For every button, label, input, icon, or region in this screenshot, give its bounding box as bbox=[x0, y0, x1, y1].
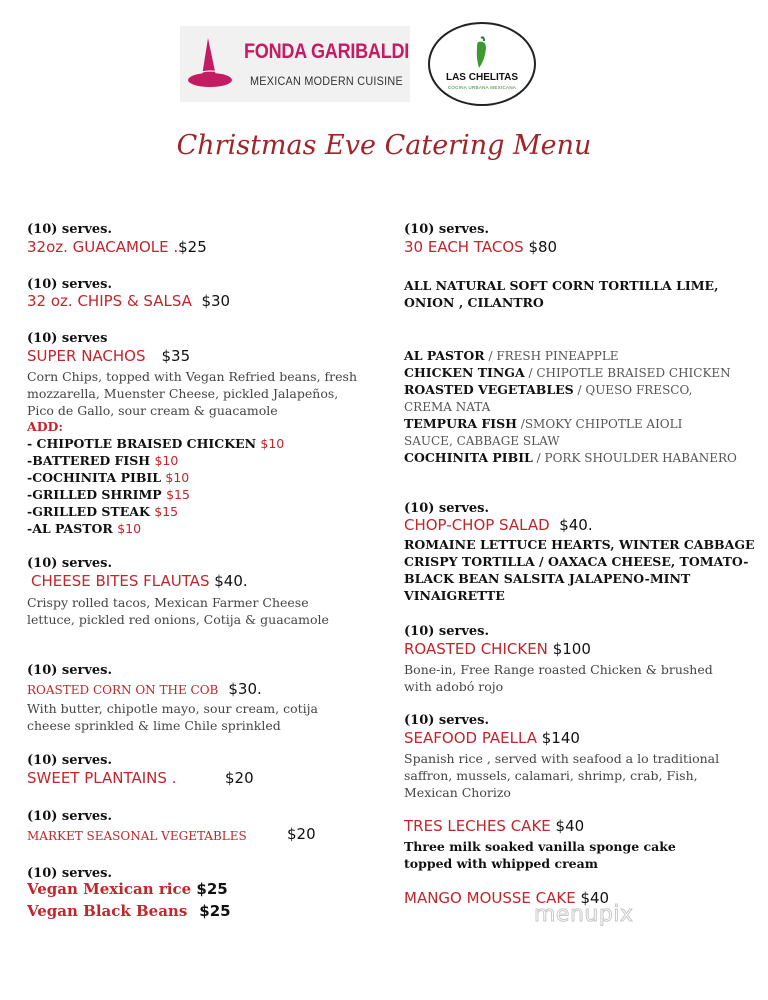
mango-name: MANGO MOUSSE CAKE bbox=[404, 889, 576, 907]
tacos-item bbox=[404, 239, 557, 256]
guac-item bbox=[27, 239, 207, 256]
salad-item bbox=[404, 517, 593, 534]
corn-serves: (10) serves. bbox=[27, 663, 113, 678]
salad-desc-1: ROMAINE LETTUCE HEARTS, WINTER CABBAGE bbox=[404, 537, 755, 552]
corn-desc-2: cheese sprinkled & lime Chile sprinkled bbox=[27, 718, 281, 733]
tres-leches-desc-1: Three milk soaked vanilla sponge cake bbox=[404, 839, 676, 854]
taco-filling: TEMPURA FISH /SMOKY CHIPOTLE AIOLI bbox=[404, 416, 683, 431]
corn-item bbox=[27, 681, 262, 699]
paella-item bbox=[404, 730, 580, 747]
salad-price: $40. bbox=[559, 516, 593, 534]
sombrero-icon bbox=[186, 36, 242, 94]
vegetables-serves: (10) serves. bbox=[27, 809, 113, 824]
addon-item: -BATTERED FISH $10 bbox=[27, 453, 179, 468]
tacos-note-2: ONION , CILANTRO bbox=[404, 295, 544, 310]
tres-leches-price: $40 bbox=[555, 817, 585, 835]
flautas-desc-2: lettuce, pickled red onions, Cotija & guacamole bbox=[27, 612, 329, 627]
chelitas-brand-name: LAS CHELITAS bbox=[445, 72, 519, 83]
chicken-price: $100 bbox=[552, 640, 591, 658]
paella-desc-1: Spanish rice , served with seafood a lo traditional bbox=[404, 751, 720, 766]
salad-serves: (10) serves. bbox=[404, 501, 490, 516]
paella-price: $140 bbox=[541, 729, 580, 747]
watermark: menupix bbox=[534, 902, 634, 927]
corn-desc-1: With butter, chipotle mayo, sour cream, cotija bbox=[27, 701, 318, 716]
paella-desc-2: saffron, mussels, calamari, shrimp, crab, Fish, bbox=[404, 768, 698, 783]
vegan-beans-name: Vegan Black Beans bbox=[27, 902, 188, 920]
tres-leches-desc-2: topped with whipped cream bbox=[404, 856, 598, 871]
tres-leches-item bbox=[404, 818, 584, 835]
taco-filling: COCHINITA PIBIL / PORK SHOULDER HABANERO bbox=[404, 450, 737, 465]
vegetables-price: $20 bbox=[287, 825, 316, 843]
taco-filling: ROASTED VEGETABLES / QUESO FRESCO, bbox=[404, 382, 693, 397]
tacos-serves: (10) serves. bbox=[404, 222, 490, 237]
nachos-desc-2: mozzarella, Muenster Cheese, pickled Jalapeños, bbox=[27, 386, 339, 401]
chicken-desc-2: with adobó rojo bbox=[404, 679, 504, 694]
tacos-name: 30 EACH TACOS bbox=[404, 238, 524, 256]
chicken-serves: (10) serves. bbox=[404, 624, 490, 639]
chicken-name: ROASTED CHICKEN bbox=[404, 640, 548, 658]
addon-item: -GRILLED SHRIMP $15 bbox=[27, 487, 190, 502]
nachos-desc-3: Pico de Gallo, sour cream & guacamole bbox=[27, 403, 278, 418]
flautas-name: CHEESE BITES FLAUTAS bbox=[31, 572, 210, 590]
vegan-beans-price: $25 bbox=[199, 902, 231, 920]
guac-name: 32oz. GUACAMOLE . bbox=[27, 238, 179, 256]
nachos-desc-1: Corn Chips, topped with Vegan Refried beans, fresh bbox=[27, 369, 357, 384]
salad-name: CHOP-CHOP SALAD bbox=[404, 516, 550, 534]
nachos-item bbox=[27, 348, 190, 365]
nachos-price: $35 bbox=[161, 347, 191, 365]
chips-name: 32 oz. CHIPS & SALSA bbox=[27, 292, 192, 310]
paella-serves: (10) serves. bbox=[404, 713, 490, 728]
salad-desc-4: VINAIGRETTE bbox=[404, 588, 505, 603]
chicken-desc-1: Bone-in, Free Range roasted Chicken & brushed bbox=[404, 662, 713, 677]
flautas-desc-1: Crispy rolled tacos, Mexican Farmer Cheese bbox=[27, 595, 309, 610]
chips-price: $30 bbox=[201, 292, 231, 310]
plantains-serves: (10) serves. bbox=[27, 753, 113, 768]
taco-filling: CREMA NATA bbox=[404, 400, 491, 414]
menu-title: Christmas Eve Catering Menu bbox=[176, 130, 592, 161]
vegan-beans-item bbox=[27, 903, 231, 920]
taco-filling: SAUCE, CABBAGE SLAW bbox=[404, 434, 560, 448]
flautas-item bbox=[31, 573, 248, 590]
addon-item: -AL PASTOR $10 bbox=[27, 521, 142, 536]
tacos-price: $80 bbox=[528, 238, 558, 256]
chicken-item bbox=[404, 641, 591, 658]
guac-serves: (10) serves. bbox=[27, 222, 113, 237]
vegan-rice-item bbox=[27, 881, 228, 898]
nachos-serves: (10) serves bbox=[27, 331, 108, 346]
chelitas-tagline: COCINA URBANA MEXICANA bbox=[447, 85, 517, 90]
flautas-serves: (10) serves. bbox=[27, 556, 113, 571]
plantains-price: $20 bbox=[225, 769, 254, 787]
las-chelitas-logo bbox=[428, 22, 536, 106]
tacos-note-1: ALL NATURAL SOFT CORN TORTILLA LIME, bbox=[404, 278, 719, 293]
plantains-name: SWEET PLANTAINS . bbox=[27, 769, 177, 787]
paella-name: SEAFOOD PAELLA bbox=[404, 729, 537, 747]
flautas-price: $40. bbox=[214, 572, 248, 590]
addon-item: - CHIPOTLE BRAISED CHICKEN $10 bbox=[27, 436, 285, 451]
guac-price: $25 bbox=[178, 238, 207, 256]
chips-item bbox=[27, 293, 230, 310]
vegetables-name: MARKET SEASONAL VEGETABLES bbox=[27, 829, 247, 843]
mango-price: $40 bbox=[580, 889, 610, 907]
jalapeno-pepper-icon bbox=[472, 36, 492, 70]
nachos-name: SUPER NACHOS bbox=[27, 347, 146, 365]
chips-serves: (10) serves. bbox=[27, 277, 113, 292]
vegan-serves: (10) serves. bbox=[27, 866, 113, 881]
tres-leches-name: TRES LECHES CAKE bbox=[404, 817, 551, 835]
fonda-tagline: MEXICAN MODERN CUISINE bbox=[250, 74, 403, 88]
nachos-add-label: ADD: bbox=[27, 419, 63, 434]
paella-desc-3: Mexican Chorizo bbox=[404, 785, 511, 800]
addon-item: -COCHINITA PIBIL $10 bbox=[27, 470, 190, 485]
vegan-rice-price: $25 bbox=[196, 880, 228, 898]
fonda-garibaldi-logo bbox=[180, 26, 410, 102]
salad-desc-3: BLACK BEAN SALSITA JALAPENO-MINT bbox=[404, 571, 691, 586]
vegan-rice-name: Vegan Mexican rice bbox=[27, 880, 192, 898]
corn-name: ROASTED CORN ON THE COB bbox=[27, 683, 219, 697]
addon-item: -GRILLED STEAK $15 bbox=[27, 504, 179, 519]
taco-filling: CHICKEN TINGA / CHIPOTLE BRAISED CHICKEN bbox=[404, 365, 731, 380]
fonda-brand-name: FONDA GARIBALDI bbox=[244, 40, 410, 63]
salad-desc-2: CRISPY TORTILLA / OAXACA CHEESE, TOMATO- bbox=[404, 554, 749, 569]
corn-price: $30. bbox=[228, 680, 262, 698]
taco-filling: AL PASTOR / FRESH PINEAPPLE bbox=[404, 348, 619, 363]
